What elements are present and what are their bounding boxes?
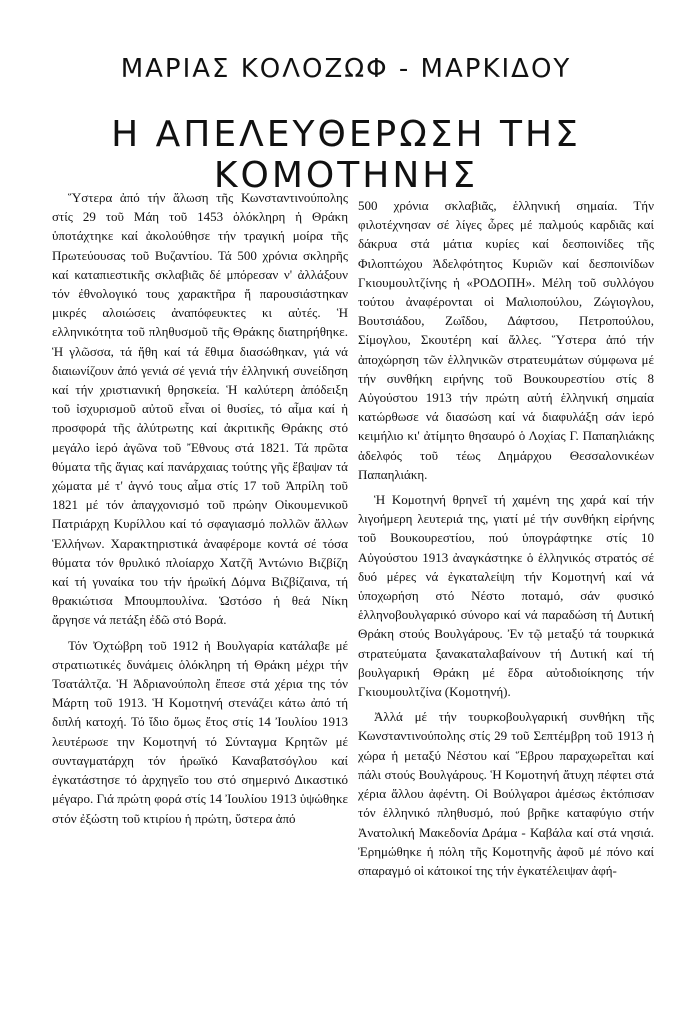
left-paragraph-1: Ὕστερα ἀπό τήν ἅλωση τῆς Κωνσταντινούπολης στίς 29 τοῦ Μάη τοῦ 1453 ὁλόκληρη ἡ Θράκη ὑποτάχτηκε καί ἀκολούθησε τήν τραγική μοίρα τῆς Πρωτεύουσας τοῦ Βυζαντίου. Τά 500 χρόνια σκληρῆς καί καταπιεστικῆς σκλαβιᾶς δέ μπόρεσαν ν' ἀλλάξουν τόν ἐθνολογικό τους χαρακτῆρα ἤ παρουσιάστηκαν μικρές αλοιώσεις ἀναπόφευκτες κι αὐτές. Ἡ ελληνικότητα τοῦ πληθυσμοῦ τῆς Θράκης διατηρήθηκε. Ἡ γλῶσσα, τά ἤθη καί τά ἔθιμα διασώθηκαν, γιά νά διαιωνίζουν ἀπό γενιά σέ γενιά τήν ἑλληνική συνείδηση καί τήν χριστιανική θρησκεία. Ἡ καλύτερη ἀπόδειξη τοῦ ἰσχυρισμοῦ αὐτοῦ εἶναι οἱ θυσίες, τό αἷμα καί ἡ προσφορά τῆς ἀλύτρωτης καί ἀκριτικῆς Θράκης στό μεγάλο ἱερό ἀγῶνα τοῦ Ἔθνους στά 1821. Τά πρῶτα θύματα τῆς ἅγιας καί πανάρχαιας τούτης γῆς ἔβαψαν τά χώματα μέ τ' ἁγνό τους αἷμα στίς 17 τοῦ Ἀπρίλη τοῦ 1821 μέ τόν ἀπαγχονισμό τοῦ πρώην Οἰκουμενικοῦ Πατριάρχη Κυρίλλου καί τό σφαγιασμό πολλῶν ἄλλων Ἑλλήνων. Χαρακτηριστικά ἀναφέρομε κοντά σέ τόσα θύματα τόν θρυλικό πλοίαρχο Χατζῆ Ἀντώνιο Βιζβίζη καί τή γυναίκα του τήν ἡρωϊκή Δόμνα Βιζβίζαινα, τή θρακιώτισα Μπουμπουλίνα. Ὡστόσο ἡ θεά Νίκη ἄργησε νά πετάξη ἐδῶ στό Βορά.: [52, 190, 348, 628]
left-paragraph-2: Τόν Ὀχτώβρη τοῦ 1912 ἡ Βουλγαρία κατάλαβε μέ στρατιωτικές δυνάμεις ὁλόκληρη τή Θράκη μέχρι τήν Τσατάλτζα. Ἡ Ἀδριανούπολη ἔπεσε στά χέρια της τόν Μάρτη τοῦ 1913. Ἡ Κομοτηνή στενάζει κάτω ἀπό τή διπλή κατοχή. Τό ἴδιο ὅμως ἔτος στίς 14 Ἰουλίου 1913 λευτέρωσε την Κομοτηνή τό Σύνταγμα Κρητῶν μέ συνταγματάρχη τόν ἡρωϊκό Καναβατσόγλου καί ἐγκατάστησε τό ἀρχηγεῖο του στό σημερινό Δικαστικό μέγαρο. Γιά πρώτη φορά στίς 14 Ἰουλίου 1913 ὑψώθηκε στόν ἐξώστη τοῦ κτιρίου ἡ πρώτη, ὕστερα ἀπό: [52, 637, 348, 826]
author-name: ΜΑΡΙΑΣ ΚΟΛΟΖΩΦ - ΜΑΡΚΙΔΟΥ: [120, 54, 572, 84]
article-title: Η ΑΠΕΛΕΥΘΕΡΩΣΗ ΤΗΣ ΚΟΜΟΤΗΝΗΣ: [111, 114, 581, 196]
right-column: [358, 196, 654, 880]
right-paragraph-3: Ἀλλά μέ τήν τουρκοβουλγαρική συνθήκη τῆς Κωνσταντινούπολης στίς 29 τοῦ Σεπτέμβρη τοῦ 1913 ἡ χώρα ἡ μεταξύ Νέστου καί Ἕβρου παραχωρεῖται καί πάλι στούς Βουλγάρους. Ἡ Κομοτηνή ἄτυχη πέφτει στά χέρια ἄλλου ἀφέντη. Οἱ Βούλγαροι ἀμέσως ἐκτόπισαν τόν ἑλληνικό πληθυσμό, πού βρῆκε καταφύγιο στήν Ἀνατολική Μακεδονία Δράμα - Καβάλα καί στά νησιά. Ἐρημώθηκε ἡ πόλη τῆς Κομοτηνῆς ἀφοῦ μέ πόνο καί σπαραγμό οἱ κάτοικοί της τήν ἐγκατέλειψαν ἀφή-: [358, 709, 654, 878]
right-paragraph-2: Ἡ Κομοτηνή θρηνεῖ τή χαμένη της χαρά καί τήν λιγοήμερη λευτεριά της, γιατί μέ τήν συνθήκη εἰρήνης τοῦ Βουκουρεστίου, πού ὑπογράφτηκε στίς 10 Αὐγούστου 1913 ἀναγκάστηκε ὁ ἑλληνικός στρατός σέ δυό μέρες νά ἐγκαταλείψη τήν Κομοτηνή καί νά ὑποχωρήση στό Νέστο ποταμό, σάν φυσικό ἑλληνοβουλγαρικό σύνορο καί νά παραδώση τή Δυτική Θράκη στούς Βουλγάρους. Ἐν τῷ μεταξύ τά τουρκικά στρατεύματα ξανακαταλαβαίνουν τή Δυτική καί τή βουλγαρική Θράκη μέ ἕδρα αὐτοδιοίκησης τήν Γκιουμουλτζίνα (Κομοτηνή).: [358, 492, 654, 700]
left-column: [52, 188, 348, 828]
right-paragraph-1: 500 χρόνια σκλαβιᾶς, ἑλληνική σημαία. Τήν φιλοτέχνησαν σέ λίγες ὧρες μέ παλμούς καρδιᾶς καί δάκρυα στά μάτια κυρίες καί δεσποινίδες τῆς Φιλοπτώχου Ἀδελφότητος Κυριῶν καί δεσποινίδων Γκιουμουλτζίνης ἡ «ΡΟΔΟΠΗ». Μέλη τοῦ συλλόγου τούτου ἀναφέρονται οἱ Μαλιοπούλου, Ζώγιογλου, Βουτσιάδου, Ζωΐδου, Δάφτσου, Πετροπούλου, Σίμογλου, Σκουτέρη καί ἄλλες. Ὕστερα ἀπό τήν ἀποχώρηση τῶν ἑλληνικῶν στρατευμάτων σύμφωνα μέ τήν συνθήκη ειρήνης τοῦ Βουκουρεστίου στίς 8 Αὐγούστου 1913 τήν πρώτη αὐτή ἑλληνική σημαία κατώρθωσε νά διασώση καί νά διαφυλάξη σάν ἱερό κειμήλιο κι' ἀτίμητο θησαυρό ὁ Λοχίας Γ. Παπαηλιάκης ἀδελφός τοῦ τέως Δημάρχου Θεσσαλονικέων Παπαηλιάκη.: [358, 198, 654, 482]
